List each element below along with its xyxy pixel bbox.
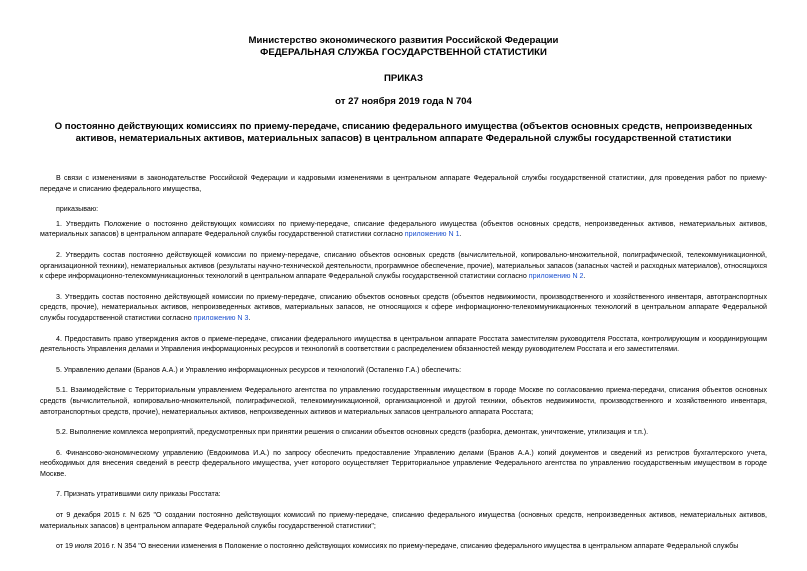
paragraph-5-1: 5.1. Взаимодействие с Территориальным управлением Федерального агентства по управлению государственным имуществом в городе Москве по согласованию приема-передачи, списания объектов основных средств (вычислительной, копировально-множительной, полиграфической, телекоммуникационной, организационной и другой техники, объектов недвижимости, производственного и хозяйственного инвентаря, автотранспортных средств, прочие), нематериальных активов, непроизведенных активов и материальных запасов центрального аппарата Росстата; — [40, 386, 767, 416]
appendix-3-link[interactable]: приложению N 3 — [193, 313, 249, 322]
paragraph-2 — [40, 250, 767, 282]
paragraph-3-text: 3. Утвердить состав постоянно действующей комиссии по приему-передаче, списанию объектов основных средств (объектов недвижимости, производственного и хозяйственного инвентаря, автотранспортных средств, прочие), нематериальных активов, непроизведенных активов, материальных запасов, не относящихся к сфере информационно-телекоммуникационных технологий в центральном аппарате Федеральной службы государственной статистики согласно — [40, 292, 767, 322]
paragraph-3-end: . — [248, 313, 251, 322]
ministry-name: Министерство экономического развития Российской Федерации — [248, 35, 559, 46]
paragraph-7: 7. Признать утратившими силу приказы Росстата: — [56, 490, 221, 499]
paragraph-2-text: 2. Утвердить состав постоянно действующей комиссии по приему-передаче, списанию объектов основных средств (вычислительной, копировально-множительной, полиграфической, телекоммуникационной, организационной техники), нематериальных активов (результаты научно-технической деятельности, программное обеспечение, прочие), материальных запасов (запасных частей и расходных материалов), относящихся к сфере информационно-телекоммуникационных технологий в центральном аппарате Федеральной службы государственной статистики согласно — [40, 250, 767, 281]
paragraph-6: 6. Финансово-экономическому управлению (Евдокимова И.А.) по запросу обеспечить предоставление Управлению делами (Бранов А.А.) копий документов и сведений из регистров бухгалтерского учета, необходимых для внесения сведений в реестр федерального имущества, учет которого осуществляет Территориальное управление Федерального агентства по управлению государственным имуществом в городе Москве. — [40, 448, 767, 478]
document-header — [40, 35, 767, 59]
order-label: ПРИКАЗ — [384, 73, 423, 84]
paragraph-order-word: приказываю: — [56, 205, 99, 214]
document-title: О постоянно действующих комиссиях по приему-передаче, списанию федерального имущества (объектов основных средств, непроизведенных активов, нематериальных активов, материальных запасов) в центральном аппарате Федеральной службы государственной статистики — [54, 121, 753, 144]
paragraph-intro: В связи с изменениями в законодательстве Российской Федерации и кадровыми изменениями в центральном аппарате Федеральной службы государственной статистики, для проведения работ по приему-передаче и списанию федерального имущества, — [40, 174, 767, 193]
paragraph-4: 4. Предоставить право утверждения актов о приеме-передаче, списании федерального имущества в центральном аппарате Росстата заместителям руководителя Росстата, контролирующим и координирующим деятельность Управления делами и Управления информационных ресурсов и технологий в соответствии с распределением обязанностей между руководителем Росстата и его заместителями. — [40, 334, 767, 354]
paragraph-1 — [40, 219, 767, 240]
order-date: от 27 ноября 2019 года N 704 — [335, 96, 472, 107]
paragraph-1-text: 1. Утвердить Положение о постоянно действующих комиссиях по приему-передаче, списание федерального имущества (объектов основных средств, непроизведенных активов, нематериальных активов, материальных запасов) в центральном аппарате Федеральной службы государственной статистики согласно — [40, 219, 767, 239]
paragraph-1-end: . — [459, 230, 462, 239]
document-body — [40, 173, 767, 552]
appendix-2-link[interactable]: приложению N 2 — [528, 272, 584, 281]
paragraph-5: 5. Управлению делами (Бранов А.А.) и Управлению информационных ресурсов и технологий (Остапенко Г.А.) обеспечить: — [56, 365, 462, 374]
paragraph-2-end: . — [583, 272, 586, 281]
service-name: ФЕДЕРАЛЬНАЯ СЛУЖБА ГОСУДАРСТВЕННОЙ СТАТИСТИКИ — [260, 47, 547, 58]
paragraph-7a: от 9 декабря 2015 г. N 625 "О создании постоянно действующих комиссий по приему-передаче, списанию федерального имущества (основных средств, непроизведенных активов, нематериальных активов, материальных запасов) в центральном аппарате Федеральной службы государственной статистики"; — [40, 511, 767, 530]
paragraph-3 — [40, 292, 767, 324]
paragraph-7b: от 19 июля 2016 г. N 354 "О внесении изменения в Положение о постоянно действующих комиссиях по приему-передаче, списанию федерального имущества в центральном аппарате Федеральной службы — [56, 542, 739, 551]
appendix-1-link[interactable]: приложению N 1 — [404, 230, 460, 239]
paragraph-5-2: 5.2. Выполнение комплекса мероприятий, предусмотренных при принятии решения о списании объектов основных средств (разборка, демонтаж, уничтожение, утилизация и т.п.). — [56, 428, 649, 437]
